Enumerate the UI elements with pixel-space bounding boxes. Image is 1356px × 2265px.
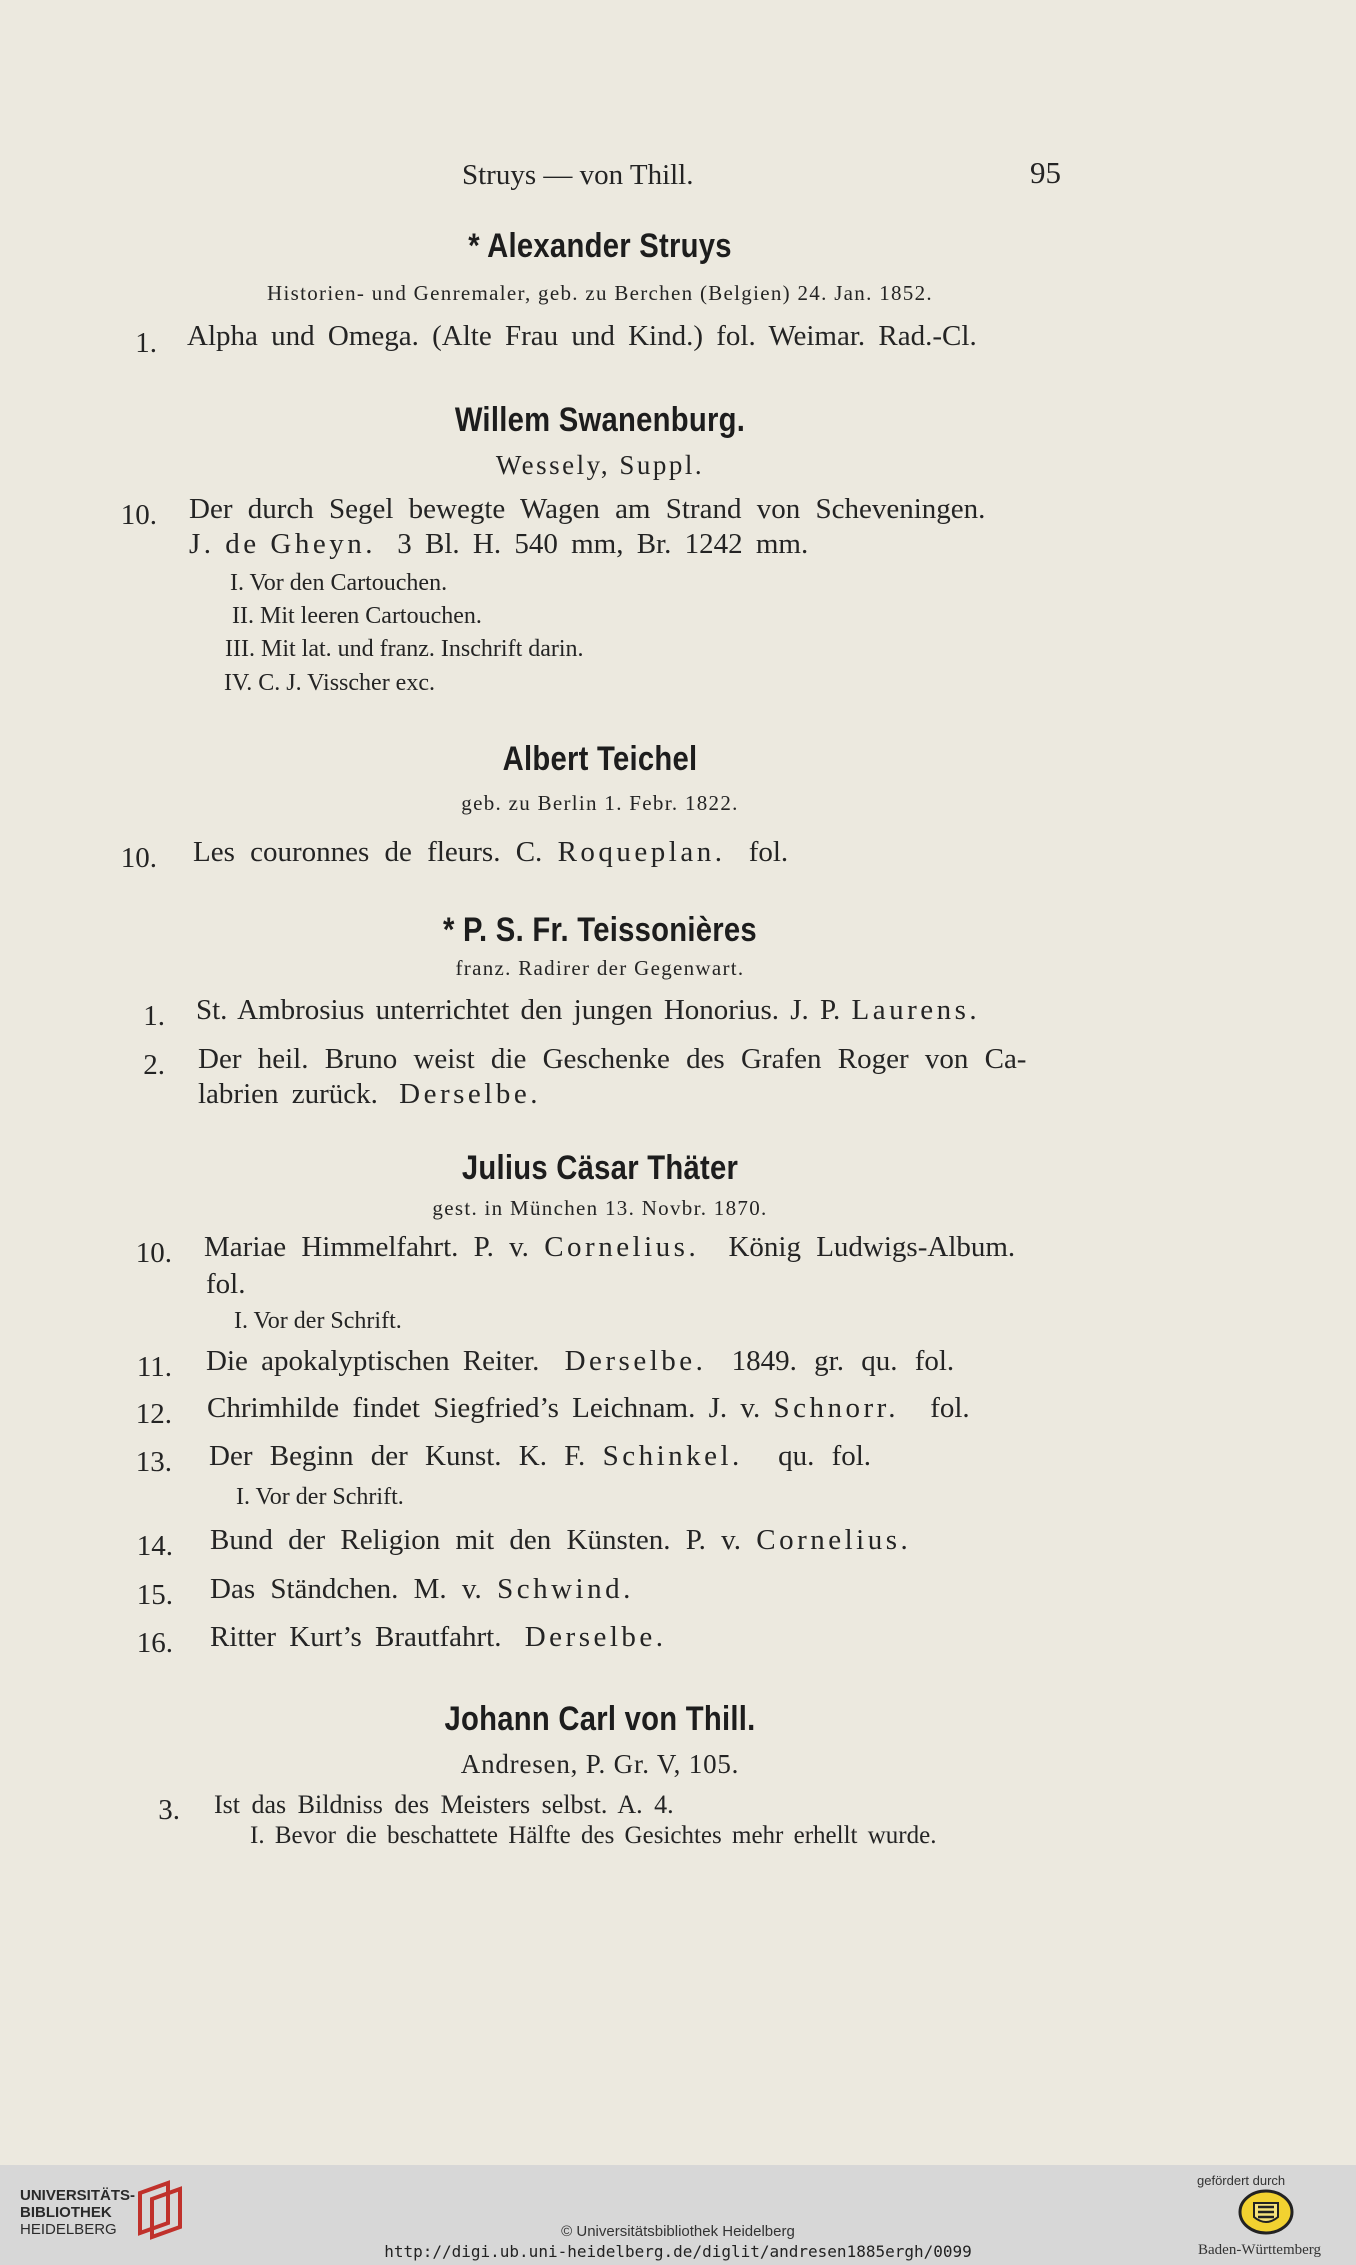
entry-text <box>209 1440 871 1473</box>
artist-name: Cornelius. <box>756 1524 912 1556</box>
artist-name: Schinkel. <box>602 1440 743 1472</box>
entry-text <box>210 1524 911 1557</box>
entry-format: fol. <box>930 1392 970 1424</box>
funded-by-label: gefördert durch <box>1197 2173 1286 2188</box>
section-subtitle-teichel: geb. zu Berlin 1. Febr. 1822. <box>461 791 739 815</box>
library-line-2: BIBLIOTHEK <box>20 2204 112 2221</box>
funder-name: Baden-Württemberg <box>1198 2242 1322 2258</box>
entry-number: 10. <box>135 1237 172 1269</box>
entry-number: 14. <box>136 1530 173 1562</box>
entry-text <box>196 994 980 1027</box>
entry-text <box>193 836 788 869</box>
entry-details: 1849. gr. qu. fol. <box>731 1345 955 1377</box>
entry-text <box>207 1392 970 1425</box>
baden-wuerttemberg-crest-icon <box>1236 2187 1296 2237</box>
entry-text <box>210 1621 667 1654</box>
artist-name: Schnorr. <box>773 1392 899 1424</box>
artist-name: Laurens. <box>851 994 981 1026</box>
state-line: II. Mit leeren Cartouchen. <box>232 603 482 629</box>
artist-name: Cornelius. <box>544 1231 700 1263</box>
artist-name: Derselbe. <box>524 1621 667 1653</box>
entry-title: Bund der Religion mit den Künsten. P. v. <box>210 1524 741 1556</box>
state-line: I. Vor den Cartouchen. <box>230 570 448 596</box>
entry-title: Der Beginn der Kunst. K. F. <box>209 1440 586 1472</box>
section-heading-teichel: Albert Teichel <box>502 740 698 778</box>
permalink-url[interactable]: http://digi.ub.uni-heidelberg.de/diglit/andresen1885ergh/0099 <box>384 2242 972 2261</box>
entry-number: 1. <box>135 327 157 359</box>
entry-number: 16. <box>136 1627 173 1659</box>
running-title: Struys — von Thill. <box>462 159 694 191</box>
entry-format: fol. <box>748 836 789 868</box>
section-heading-teissonieres: * P. S. Fr. Teissonières <box>443 911 757 949</box>
entry-format: qu. fol. <box>778 1440 872 1472</box>
section-heading-thaeter: Julius Cäsar Thäter <box>461 1149 739 1187</box>
entry-number: 13. <box>135 1446 172 1478</box>
entry-number: 3. <box>158 1794 180 1826</box>
entry-text <box>204 1231 1015 1264</box>
library-line-1: UNIVERSITÄTS- <box>20 2187 136 2204</box>
entry-title: labrien zurück. <box>198 1078 378 1110</box>
entry-title: Ritter Kurt’s Brautfahrt. <box>210 1621 502 1653</box>
state-line: I. Vor der Schrift. <box>236 1484 404 1510</box>
section-subtitle-thaeter: gest. in München 13. Novbr. 1870. <box>432 1196 768 1220</box>
entry-title: Die apokalyptischen Reiter. <box>206 1345 540 1377</box>
entry-text: Alpha und Omega. (Alte Frau und Kind.) fol. Weimar. Rad.-Cl. <box>187 320 977 352</box>
engraver-name: J. de Gheyn. <box>189 528 376 560</box>
section-subtitle-swanenburg: Wessely, Suppl. <box>495 450 705 480</box>
entry-text <box>210 1573 634 1606</box>
entry-title: Les couronnes de fleurs. C. <box>193 836 543 868</box>
entry-number: 10. <box>120 842 157 874</box>
entry-number: 1. <box>143 1000 165 1032</box>
copyright-notice: © Universitätsbibliothek Heidelberg <box>561 2223 795 2240</box>
state-line: I. Bevor die beschattete Hälfte des Gesichtes mehr erhellt wurde. <box>250 1822 937 1849</box>
footer-bar <box>0 2165 1356 2265</box>
entry-text: Der heil. Bruno weist die Geschenke des Grafen Roger von Ca- <box>198 1043 1027 1075</box>
state-line: I. Vor der Schrift. <box>234 1308 402 1334</box>
entry-number: 2. <box>143 1049 165 1081</box>
section-heading-thill: Johann Carl von Thill. <box>444 1700 756 1738</box>
section-subtitle-teissonieres: franz. Radirer der Gegenwart. <box>455 956 745 980</box>
entry-text: Ist das Bildniss des Meisters selbst. A. 4. <box>214 1790 674 1819</box>
entry-title: Chrimhilde findet Siegfried’s Leichnam. J. v. <box>207 1392 761 1424</box>
entry-title: Das Ständchen. M. v. <box>210 1573 482 1605</box>
entry-text <box>206 1345 954 1378</box>
entry-title: St. Ambrosius unterrichtet den jungen Honorius. J. P. <box>196 994 841 1026</box>
section-subtitle-struys: Historien- und Genremaler, geb. zu Berchen (Belgien) 24. Jan. 1852. <box>267 281 933 305</box>
entry-details: König Ludwigs-Album. <box>728 1231 1016 1263</box>
page-number: 95 <box>1030 155 1061 190</box>
section-heading-struys: * Alexander Struys <box>468 227 732 265</box>
entry-title: Mariae Himmelfahrt. P. v. <box>204 1231 529 1263</box>
entry-text-line2 <box>198 1078 541 1111</box>
entry-text: Der durch Segel bewegte Wagen am Strand von Scheveningen. <box>189 493 986 525</box>
entry-details: 3 Bl. H. 540 mm, Br. 1242 mm. <box>397 528 809 560</box>
entry-number: 10. <box>120 499 157 531</box>
state-line: III. Mit lat. und franz. Inschrift darin. <box>225 636 584 662</box>
entry-number: 15. <box>136 1579 173 1611</box>
entry-number: 12. <box>135 1398 172 1430</box>
state-line: IV. C. J. Visscher exc. <box>224 670 435 696</box>
artist-name: Roqueplan. <box>557 836 726 868</box>
entry-text-line2 <box>189 528 808 561</box>
artist-name: Derselbe. <box>399 1078 541 1110</box>
artist-name: Schwind. <box>497 1573 634 1605</box>
section-subtitle-thill: Andresen, P. Gr. V, 105. <box>460 1749 740 1779</box>
section-heading-swanenburg: Willem Swanenburg. <box>454 401 746 439</box>
artist-name: Derselbe. <box>564 1345 707 1377</box>
entry-text-line2: fol. <box>206 1268 246 1300</box>
library-line-3: HEIDELBERG <box>20 2221 117 2238</box>
entry-number: 11. <box>136 1351 172 1383</box>
